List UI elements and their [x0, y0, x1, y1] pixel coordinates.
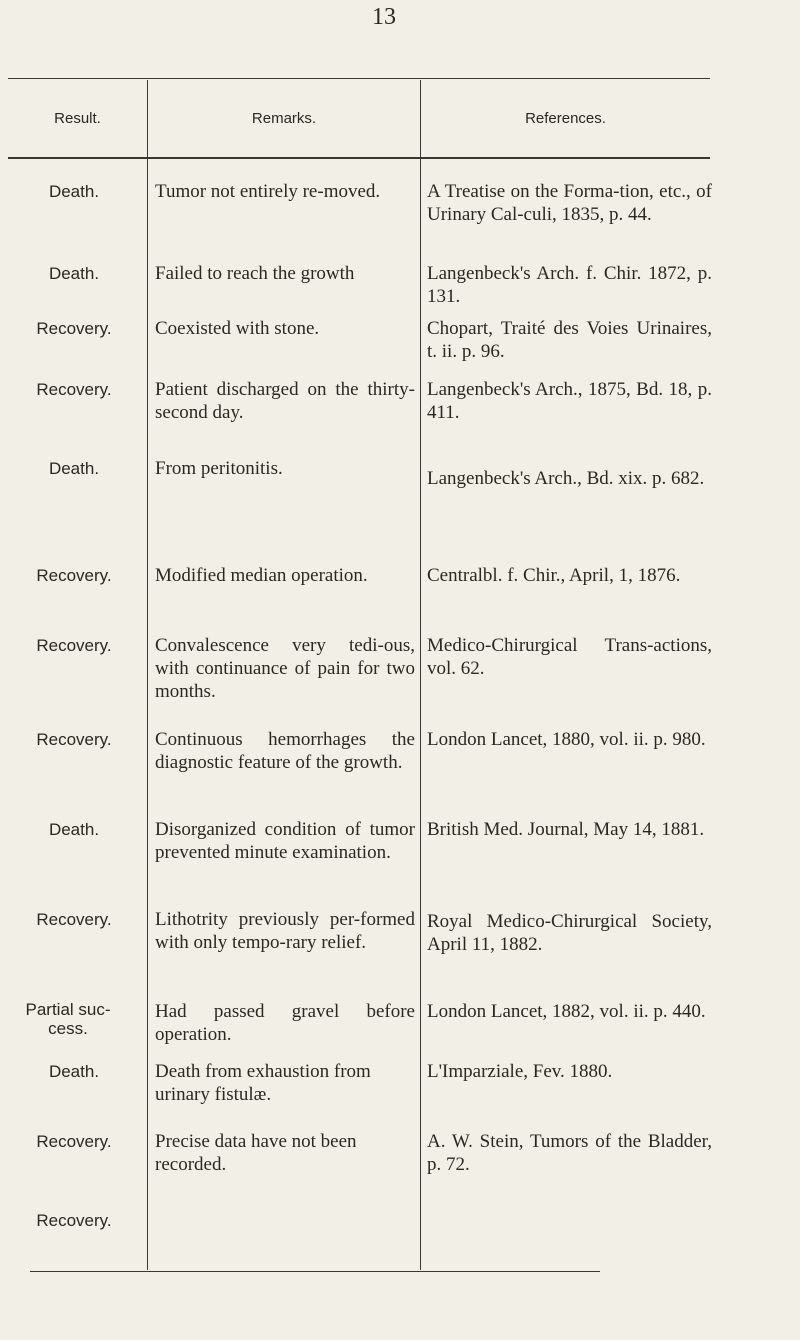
- table-bottom-rule: [30, 1271, 600, 1272]
- remarks-cell: Coexisted with stone.: [155, 318, 320, 339]
- references-cell: A. W. Stein, Tumors of the Bladder, p. 72.: [427, 1131, 712, 1175]
- remarks-cell: Failed to reach the growth: [155, 263, 355, 284]
- result-cell: Recovery.: [36, 636, 112, 655]
- remarks-cell: Modified median operation.: [155, 565, 368, 586]
- result-cell: Recovery.: [36, 730, 112, 749]
- header-references: References.: [525, 110, 606, 127]
- result-cell: Recovery.: [36, 566, 112, 585]
- result-cell: Partial suc-cess.: [25, 1000, 111, 1038]
- header-bottom-rule: [8, 157, 710, 159]
- references-cell: London Lancet, 1880, vol. ii. p. 980.: [427, 729, 706, 750]
- references-cell: British Med. Journal, May 14, 1881.: [427, 819, 705, 840]
- column-divider-1: [147, 80, 148, 1270]
- result-cell: Death.: [48, 182, 100, 201]
- result-cell: Death.: [48, 820, 100, 839]
- remarks-cell: Lithotrity previously per-formed with only tempo-rary relief.: [155, 909, 415, 953]
- references-cell: L'Imparziale, Fev. 1880.: [427, 1061, 613, 1082]
- references-cell: Medico-Chirurgical Trans-actions, vol. 62.: [427, 635, 712, 679]
- result-cell: Recovery.: [36, 380, 112, 399]
- references-cell: Royal Medico-Chirurgical Society, April 11, 1882.: [427, 911, 712, 955]
- header-remarks: Remarks.: [251, 110, 317, 127]
- result-cell: Recovery.: [36, 910, 112, 929]
- result-cell: Death.: [48, 459, 100, 478]
- references-cell: Chopart, Traité des Voies Urinaires, t. ii. p. 96.: [427, 318, 712, 362]
- result-cell: Death.: [48, 1062, 100, 1081]
- column-divider-2: [420, 80, 421, 1270]
- result-cell: Death.: [48, 264, 100, 283]
- references-cell: London Lancet, 1882, vol. ii. p. 440.: [427, 1001, 706, 1022]
- references-cell: Langenbeck's Arch. f. Chir. 1872, p. 131.: [427, 263, 712, 307]
- references-cell: Langenbeck's Arch., 1875, Bd. 18, p. 411.: [427, 379, 712, 423]
- remarks-cell: Tumor not entirely re-moved.: [155, 181, 381, 202]
- remarks-cell: Convalescence very tedi-ous, with continuance of pain for two months.: [155, 635, 415, 702]
- remarks-cell: Precise data have not been recorded.: [155, 1131, 357, 1175]
- remarks-cell: Disorganized condition of tumor prevented minute examination.: [155, 819, 415, 863]
- remarks-cell: Continuous hemorrhages the diagnostic feature of the growth.: [155, 729, 415, 773]
- references-cell: Centralbl. f. Chir., April, 1, 1876.: [427, 565, 681, 586]
- page-number: 13: [372, 4, 396, 30]
- remarks-cell: Patient discharged on the thirty-second day.: [155, 379, 415, 423]
- remarks-cell: Had passed gravel before operation.: [155, 1001, 415, 1045]
- header-result: Result.: [54, 110, 101, 127]
- references-cell: Langenbeck's Arch., Bd. xix. p. 682.: [427, 468, 705, 489]
- result-cell: Recovery.: [36, 1211, 112, 1230]
- table-top-rule: [8, 78, 710, 79]
- remarks-cell: Death from exhaustion from urinary fistulæ.: [155, 1061, 371, 1105]
- result-cell: Recovery.: [36, 319, 112, 338]
- remarks-cell: From peritonitis.: [155, 458, 283, 479]
- references-cell: A Treatise on the Forma-tion, etc., of Urinary Cal-culi, 1835, p. 44.: [427, 181, 712, 225]
- result-cell: Recovery.: [36, 1132, 112, 1151]
